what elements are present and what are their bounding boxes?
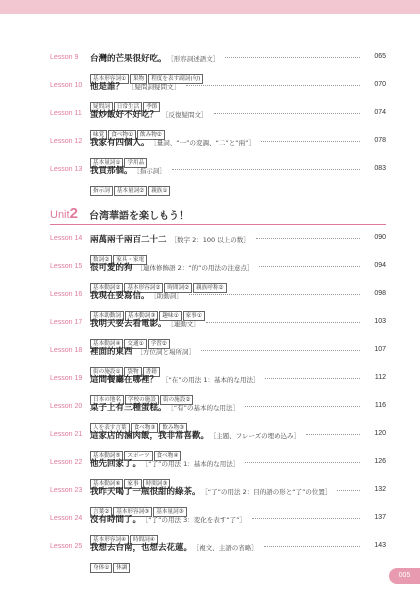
lesson-entry[interactable] [50,513,386,543]
lesson-title [90,261,253,273]
lesson-page-number: 083 [374,165,386,172]
unit-divider [50,224,386,225]
lesson-entry[interactable] [50,261,386,291]
lesson-page-number: 094 [374,262,386,269]
vocab-tag: 基本量詞② [114,186,147,196]
vocab-tag: 学校の施設 [125,395,159,405]
vocab-tag: 家事 [124,479,141,489]
unit-number: 2 [69,205,78,222]
lesson-entry[interactable] [50,80,386,110]
lesson-grammar-note: ［連動文］ [170,320,200,328]
dot-leader [261,141,360,142]
vocab-tag: 基本量詞③ [153,507,186,517]
lesson-title-text: 沒有時間了。 [90,515,142,525]
lesson-entry[interactable] [50,136,386,166]
lesson-label: Lesson 15 [50,263,83,270]
lesson-grammar-note: ［数字 2：100 以上の数］ [170,236,250,244]
vocab-tag-list [90,177,171,196]
lesson-title-text: 他先回家了。 [90,459,142,469]
vocab-tag: 基本形容詞③ [113,507,152,517]
lesson-page-number: 103 [374,318,386,325]
lesson-grammar-note: ［方位詞と場所詞］ [136,348,196,356]
dot-leader [214,113,360,114]
vocab-tag: 食べ物③ [131,423,159,433]
lesson-label: Lesson 13 [50,166,83,173]
lesson-label: Lesson 10 [50,82,83,89]
lesson-title [90,80,180,92]
lesson-title [90,541,258,553]
lesson-page-number: 112 [374,374,386,381]
top-color-band [0,0,420,14]
unit-header [50,203,386,227]
lesson-entry[interactable] [50,233,386,263]
lesson-title [90,289,183,301]
vocab-tag: 基本動詞⑤ [90,451,123,461]
lesson-title-text: 我買那個。 [90,166,133,176]
vocab-tag: 書籍 [143,367,160,377]
lesson-grammar-note: ［“了”の用法 3：変化を表す“了”］ [145,516,246,524]
lesson-entry[interactable] [50,485,386,515]
dot-leader [252,518,360,519]
lesson-title [90,485,331,497]
lesson-grammar-note: ［“有”の基本的な用法］ [170,404,240,412]
lesson-entry[interactable] [50,52,386,82]
vocab-tag: 時間詞③ [143,479,171,489]
vocab-tag: 身体① [90,563,112,573]
lesson-label: Lesson 18 [50,347,83,354]
lesson-grammar-note: ［疑問詞疑問文］ [128,83,181,91]
lesson-entry[interactable] [50,457,386,487]
vocab-tag: 基本動詞② [90,283,123,293]
page-number-tab: 005 [389,568,420,584]
vocab-tag: 時間詞④ [130,535,158,545]
lesson-entry[interactable] [50,401,386,431]
vocab-tag: 食べ物① [108,130,136,140]
lesson-title [90,136,255,148]
lesson-grammar-note: ［量詞、“一”の変調、“二”と“兩”］ [153,139,255,147]
dot-leader [337,490,360,491]
vocab-tag: 基本形容詞④ [90,535,129,545]
lesson-grammar-note: ［連体修飾語 2：“的”の用法の注意点］ [136,264,254,272]
dot-leader [186,85,360,86]
lesson-page-number: 098 [374,290,386,297]
lesson-page-number: 116 [374,402,386,409]
dot-leader [245,462,360,463]
lesson-title [90,233,250,245]
vocab-tag: 街の施設① [90,367,123,377]
lesson-page-number: 078 [374,137,386,144]
lesson-entry[interactable] [50,373,386,403]
lesson-label: Lesson 11 [50,110,82,117]
vocab-tag: 食べ物④ [154,451,182,461]
lesson-grammar-note: ［“了”の用法 2：目的語の形と“了”の位置］ [204,488,332,496]
lesson-title-text: 這間餐廳在哪裡？ [90,375,159,385]
vocab-tag-list [90,554,131,573]
dot-leader [189,294,360,295]
vocab-tag: 基本量詞① [90,158,123,168]
lesson-title-text: 我想去台南，也想去花蓮。 [90,543,193,553]
vocab-tag: 基本形容詞② [124,283,163,293]
vocab-tag: 指示詞 [90,186,113,196]
lesson-entry[interactable] [50,541,386,571]
dot-leader [264,546,360,547]
vocab-tag: 親族呼称② [193,283,226,293]
lesson-title-text: 很可愛的狗 [90,263,133,273]
vocab-tag: 休調 [113,563,130,573]
vocab-tag: 程度を表す副詞(句) [148,74,203,84]
vocab-tag: 家事① [183,311,205,321]
lesson-title [90,429,300,441]
vocab-tag: 日常生活 [114,102,142,112]
lesson-title-text: 裡面的東西 [90,347,133,357]
lesson-title-text: 兩萬兩千兩百二十二 [90,235,167,245]
lesson-title [90,513,246,525]
vocab-tag: 趣味① [159,311,181,321]
lesson-grammar-note: ［反復疑問文］ [162,111,208,119]
lesson-entry[interactable] [50,164,386,194]
lesson-title-text: 蛋炒飯好不好吃？ [90,110,159,120]
lesson-page-number: 070 [374,81,386,88]
lesson-title [90,164,166,176]
lesson-page-number: 090 [374,234,386,241]
dot-leader [306,434,360,435]
unit-label: Unit2 [50,205,78,222]
lesson-label: Lesson 21 [50,431,83,438]
lesson-title [90,401,239,413]
lesson-title-text: 這家店的滷肉飯，我非常喜歡。 [90,431,210,441]
vocab-tag: 言葉② [90,507,112,517]
lesson-title-text: 我昨天喝了一瓶很甜的綠茶。 [90,487,201,497]
lesson-page-number: 107 [374,346,386,353]
lesson-page-number: 065 [374,53,386,60]
lesson-page-number: 143 [374,542,386,549]
dot-leader [206,322,360,323]
lesson-title [90,457,239,469]
vocab-tag: 日本の地名 [90,395,124,405]
lesson-title [90,345,195,357]
dot-leader [225,57,360,58]
lesson-title-text: 我現在要寫信。 [90,291,150,301]
vocab-tag: 親族① [148,186,170,196]
lesson-title [90,108,208,120]
lesson-label: Lesson 22 [50,459,83,466]
vocab-tag: 基本助動詞 [90,311,124,321]
vocab-tag: 袋物 [124,367,141,377]
lesson-page-number: 074 [374,109,386,116]
vocab-tag: 果物 [130,74,147,84]
vocab-tag: 家具・家電 [113,255,147,265]
lesson-label: Lesson 16 [50,291,83,298]
lesson-title [90,317,200,329]
vocab-tag: 味覚 [90,130,107,140]
lesson-label: Lesson 17 [50,319,83,326]
lesson-page-number: 132 [374,486,386,493]
lesson-title [90,52,219,64]
lesson-entry[interactable] [50,429,386,459]
vocab-tag: 基本動詞⑥ [90,479,123,489]
vocab-tag: 基本形容詞① [90,74,129,84]
lesson-entry[interactable] [50,317,386,347]
lesson-grammar-note: ［“了”の用法 1：基本的な用法］ [145,460,240,468]
dot-leader [172,169,360,170]
lesson-page-number: 137 [374,514,386,521]
lesson-title-text: 我家有四個人。 [90,138,150,148]
lesson-label: Lesson 9 [50,54,79,61]
dot-leader [245,406,360,407]
lesson-label: Lesson 12 [50,138,83,145]
vocab-tag: 交通① [124,339,146,349]
lesson-page-number: 126 [374,458,386,465]
lesson-label: Lesson 25 [50,543,83,550]
dot-leader [201,350,360,351]
lesson-label: Lesson 20 [50,403,83,410]
vocab-tag: 数詞② [90,255,112,265]
lesson-entry[interactable] [50,289,386,319]
lesson-grammar-note: ［助動詞］ [153,292,183,300]
lesson-title-text: 桌子上有三種蛋糕。 [90,403,167,413]
lesson-entry[interactable] [50,108,386,138]
lesson-title-text: 我明天要去看電影。 [90,319,167,329]
lesson-grammar-note: ［“在”の用法 1：基本的な用法］ [162,376,260,384]
lesson-label: Lesson 23 [50,487,83,494]
vocab-tag: 学用品 [124,158,147,168]
dot-leader [259,266,360,267]
lesson-page-number: 120 [374,430,386,437]
vocab-tag: 飲み物③ [159,423,187,433]
vocab-tag: 学習② [148,339,170,349]
vocab-tag: 時間詞② [164,283,192,293]
vocab-tag: 基本動詞③ [125,311,158,321]
lesson-grammar-note: ［形容詞述語文］ [170,55,220,63]
vocab-tag: 人を表す言葉 [90,423,130,433]
lesson-entry[interactable] [50,345,386,375]
vocab-tag: スポーツ [124,451,152,461]
unit-title: 台湾華語を楽しもう！ [89,211,189,222]
lesson-title [90,373,259,385]
vocab-tag: 季節 [143,102,160,112]
vocab-tag: 街の施設② [160,395,193,405]
dot-leader [265,378,360,379]
lesson-label: Lesson 19 [50,375,83,382]
vocab-tag: 疑問詞 [90,102,113,112]
vocab-tag: 飲み物② [137,130,165,140]
lesson-title-text: 他是誰？ [90,82,125,92]
lesson-label: Lesson 14 [50,235,83,242]
lesson-title-text: 台灣的芒果很好吃。 [90,54,167,64]
lesson-label: Lesson 24 [50,515,83,522]
vocab-tag: 基本動詞④ [90,339,123,349]
lesson-grammar-note: ［指示詞］ [136,167,166,175]
dot-leader [256,238,360,239]
lesson-grammar-note: ［主題、フレーズの埋め込み］ [213,432,301,440]
lesson-grammar-note: ［複文、主語の省略］ [196,544,258,552]
